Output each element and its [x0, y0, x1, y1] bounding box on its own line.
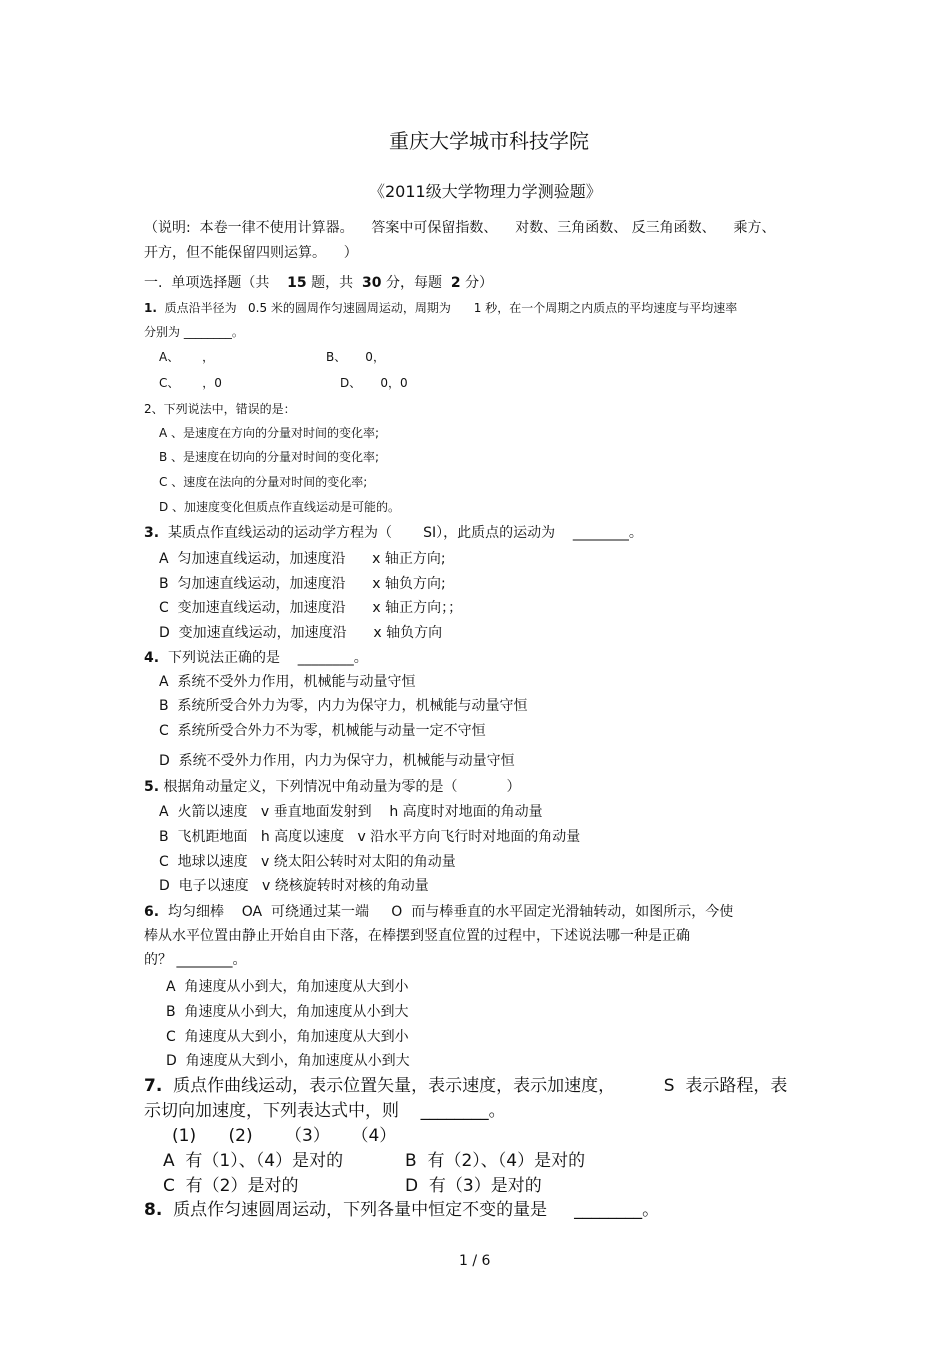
question-1-option-d: D、 0，0 [340, 376, 408, 390]
question-2-option-a: A 、是速度在方向的分量对时间的变化率; [159, 426, 380, 440]
document-subtitle: 《2011级大学物理力学测验题》 [369, 182, 602, 201]
question-1-option-a: A、 ， [159, 350, 215, 364]
question-1-option-c: C、 ，0 [159, 376, 222, 390]
section-heading: 一. 单项选择题（共 15 题，共 30 分，每题 2 分） [144, 275, 494, 291]
question-2-option-d: D 、加速度变化但质点作直线运动是可能的。 [159, 500, 401, 514]
question-6-stem-cont-2: 的？ ________。 [144, 952, 247, 968]
question-6-option-b: B 角速度从小到大，角加速度从小到大 [166, 1004, 409, 1020]
question-4-option-a: A 系统不受外力作用，机械能与动量守恒 [159, 674, 416, 690]
question-3-stem: 3. 某质点作直线运动的运动学方程为（ SI），此质点的运动为 ________。 [144, 525, 643, 541]
question-7-stem-cont: 示切向加速度，下列表达式中，则 ________。 [144, 1101, 506, 1121]
question-5-option-c: C 地球以速度 v 绕太阳公转时对太阳的角动量 [159, 854, 456, 870]
question-4-option-d: D 系统不受外力作用，内力为保守力，机械能与动量守恒 [159, 753, 515, 769]
question-7-option-c: C 有（2）是对的 [163, 1176, 299, 1196]
instructions-line-2: 开方，但不能保留四则运算。 ） [144, 245, 358, 261]
question-6-stem: 6. 均匀细棒 OA 可绕通过某一端 O 而与棒垂直的水平固定光滑轴转动，如图所示，今使 [144, 904, 734, 920]
question-2-option-b: B 、是速度在切向的分量对时间的变化率; [159, 450, 380, 464]
question-2-option-c: C 、速度在法向的分量对时间的变化率; [159, 475, 368, 489]
instructions-line-1: （说明: 本卷一律不使用计算器。 答案中可保留指数、 对数、三角函数、 反三角函数、 乘方、 [144, 220, 776, 236]
question-2-stem: 2、下列说法中，错误的是： [144, 402, 296, 416]
question-3-option-b: B 匀加速直线运动，加速度沿 x 轴负方向; [159, 576, 446, 592]
question-7-option-a: A 有（1）、（4）是对的 [163, 1151, 344, 1171]
question-5-option-b: B 飞机距地面 h 高度以速度 v 沿水平方向飞行时对地面的角动量 [159, 829, 581, 845]
question-6-stem-cont-1: 棒从水平位置由静止开始自由下落，在棒摆到竖直位置的过程中，下述说法哪一种是正确 [144, 928, 690, 944]
question-5-stem: 5. 根据角动量定义，下列情况中角动量为零的是（ ） [144, 779, 521, 795]
question-6-option-a: A 角速度从小到大，角加速度从大到小 [166, 979, 409, 995]
question-1-stem: 1. 质点沿半径为 0.5 米的圆周作匀速圆周运动，周期为 1 秒，在一个周期之内质点的平均速度与平均速率 [144, 301, 738, 315]
question-3-option-a: A 匀加速直线运动，加速度沿 x 轴正方向; [159, 551, 446, 567]
question-7-option-d: D 有（3）是对的 [405, 1176, 542, 1196]
question-1-stem-cont: 分别为 ________。 [144, 325, 244, 339]
question-6-option-d: D 角速度从大到小，角加速度从小到大 [166, 1053, 410, 1069]
question-3-option-d: D 变加速直线运动，加速度沿 x 轴负方向 [159, 625, 443, 641]
question-6-option-c: C 角速度从大到小，角加速度从大到小 [166, 1029, 409, 1045]
question-5-option-d: D 电子以速度 v 绕核旋转时对核的角动量 [159, 878, 429, 894]
page-number: 1 / 6 [459, 1253, 491, 1269]
question-1-option-b: B、 0， [326, 350, 385, 364]
question-7-option-b: B 有（2）、（4）是对的 [405, 1151, 586, 1171]
question-5-option-a: A 火箭以速度 v 垂直地面发射到 h 高度时对地面的角动量 [159, 804, 543, 820]
question-4-option-c: C 系统所受合外力不为零，机械能与动量一定不守恒 [159, 723, 486, 739]
question-3-option-c: C 变加速直线运动，加速度沿 x 轴正方向；； [159, 600, 463, 616]
question-4-stem: 4. 下列说法正确的是 ________。 [144, 650, 368, 666]
document-title: 重庆大学城市科技学院 [389, 129, 589, 153]
question-7-stem: 7. 质点作曲线运动，表示位置矢量，表示速度，表示加速度， S 表示路程，表 [144, 1076, 788, 1096]
question-8-stem: 8. 质点作匀速圆周运动，下列各量中恒定不变的量是 ________。 [144, 1200, 660, 1220]
question-4-option-b: B 系统所受合外力为零，内力为保守力，机械能与动量守恒 [159, 698, 528, 714]
question-7-expression-labels: (1) (2) （3） （4） [172, 1126, 397, 1146]
